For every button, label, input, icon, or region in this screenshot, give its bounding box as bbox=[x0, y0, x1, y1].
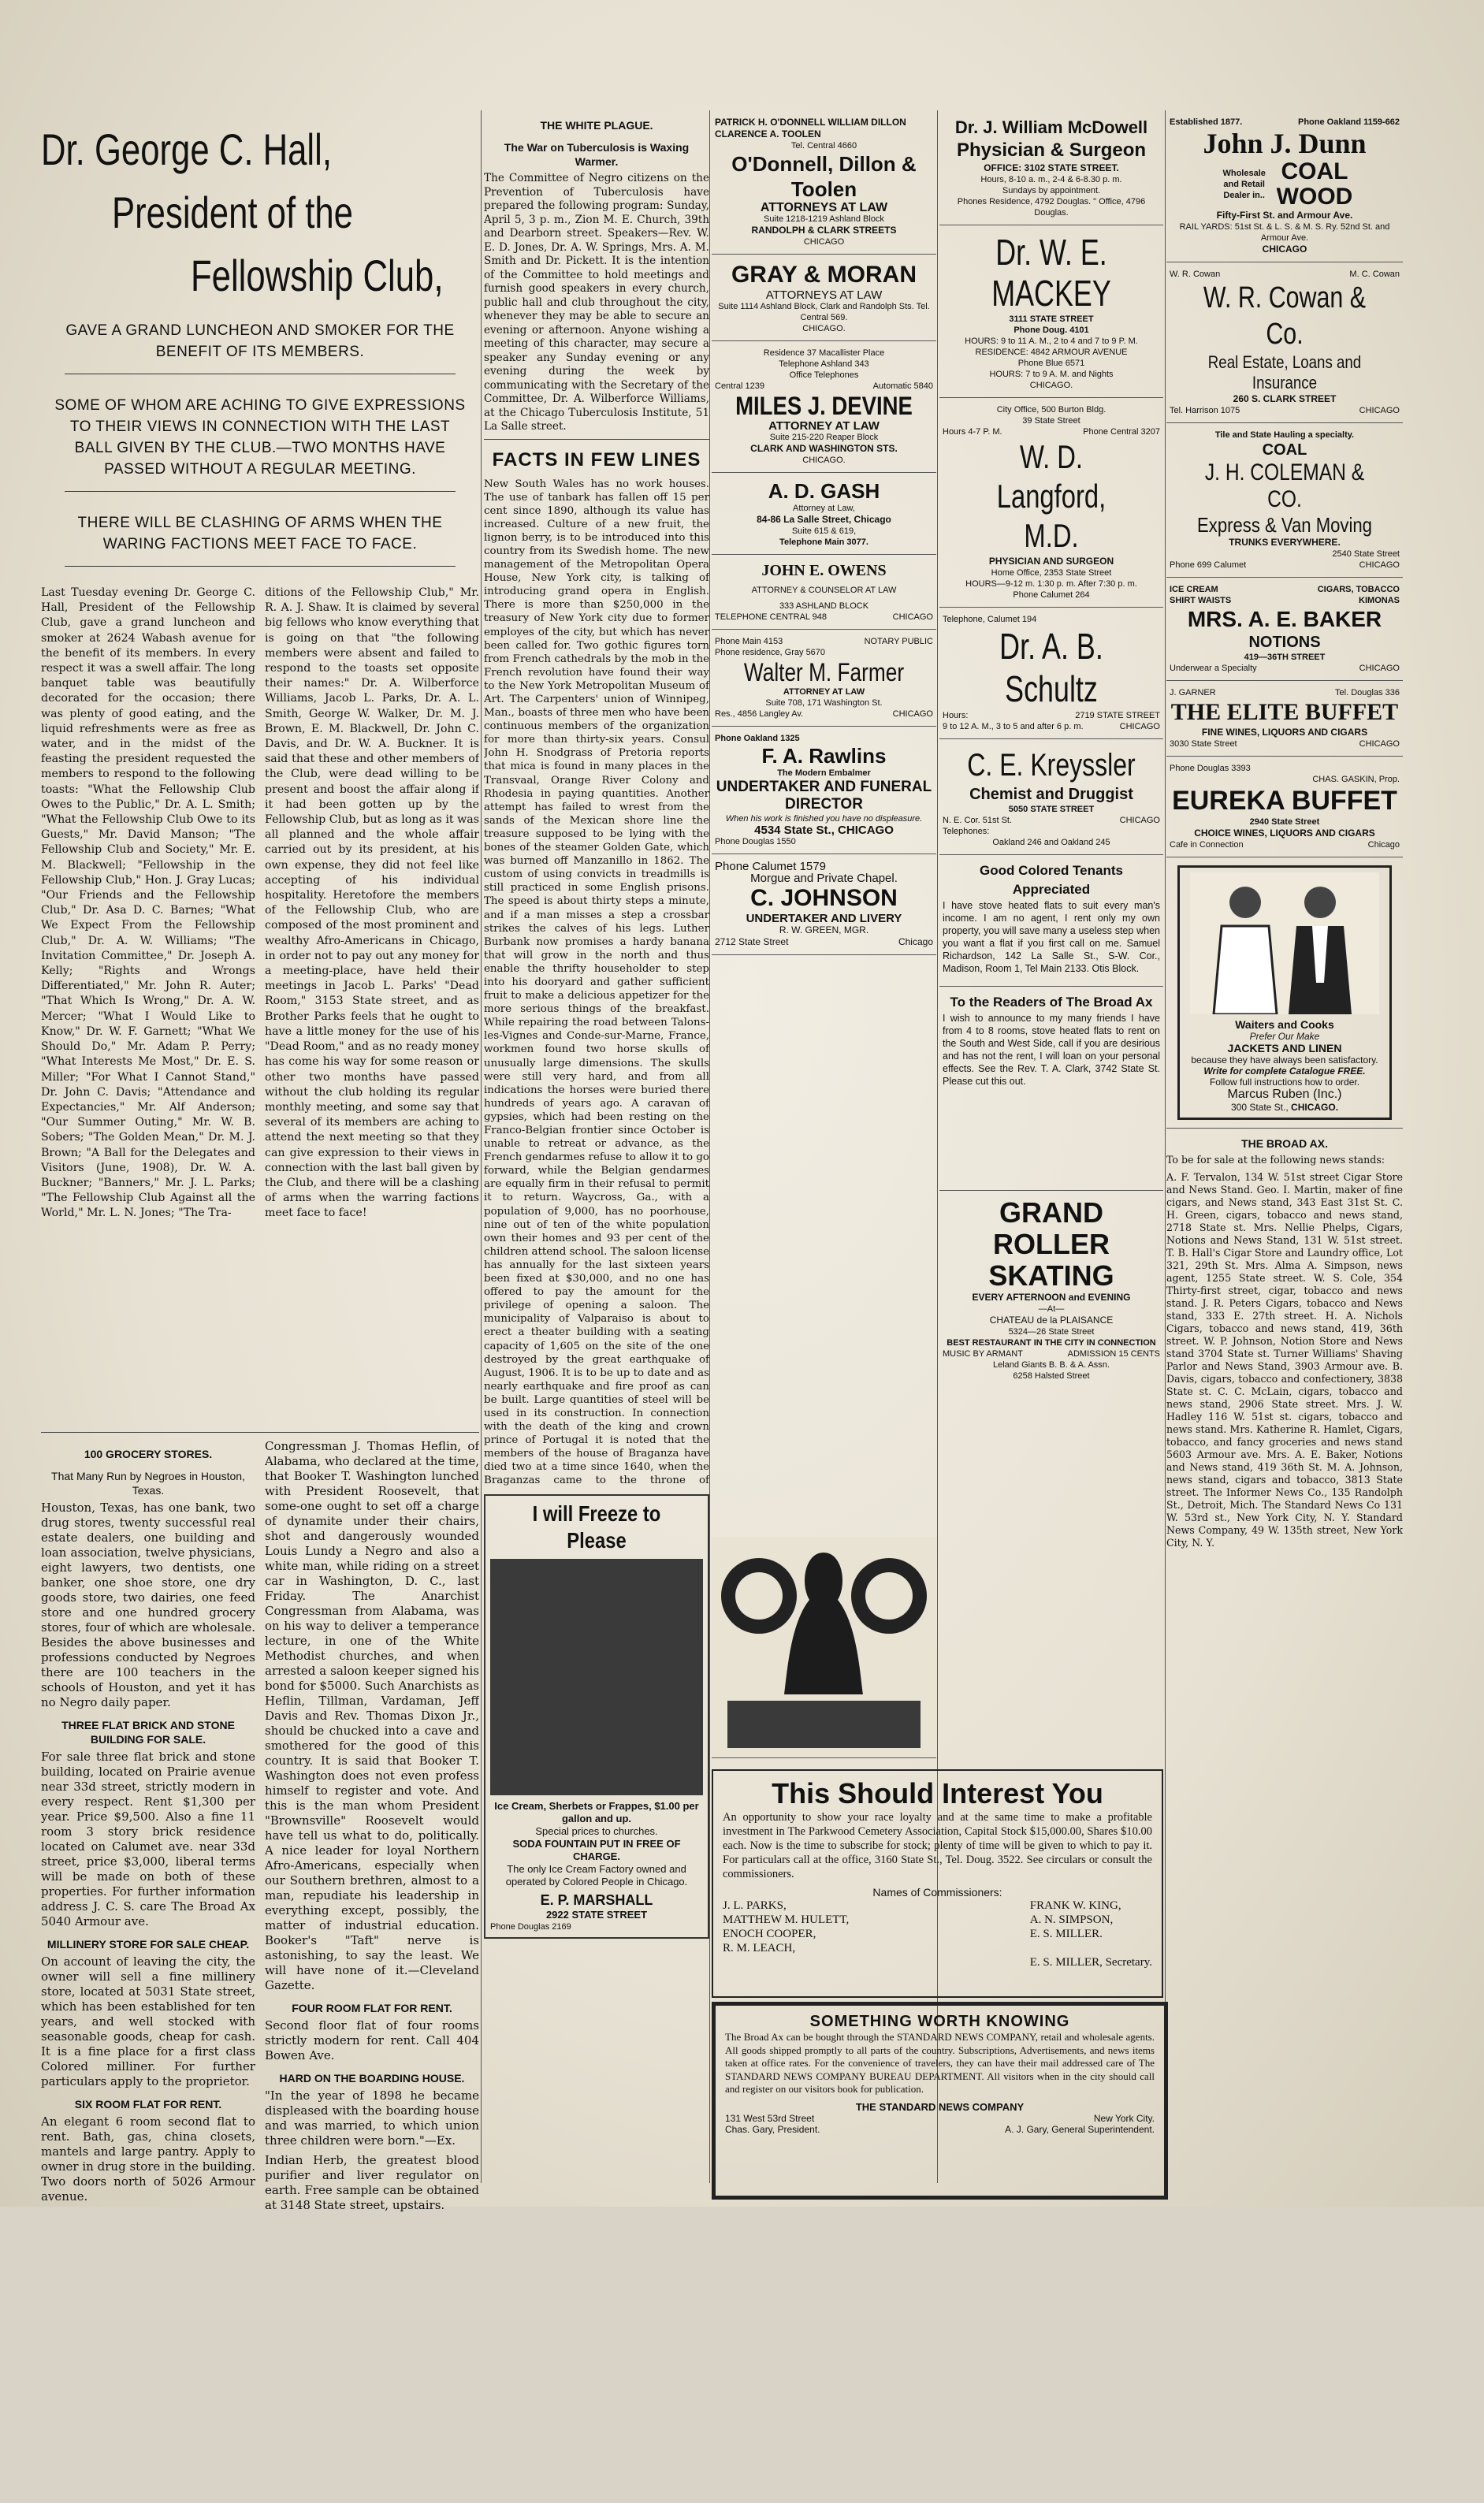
baker-l3: SHIRT WAISTS bbox=[1170, 596, 1232, 605]
schultz-tel: Telephone, Calumet 194 bbox=[943, 615, 1037, 624]
lower-section bbox=[41, 1439, 479, 2503]
johnson-name: C. JOHNSON bbox=[750, 885, 898, 911]
odonnell-firm: O'Donnell, Dillon & Toolen bbox=[731, 152, 917, 201]
mackey-addr: 3111 STATE STREET bbox=[1009, 314, 1094, 324]
eureka-name: EUREKA BUFFET bbox=[1172, 786, 1397, 816]
roller-skating-ad bbox=[939, 1190, 1163, 1530]
eureka-phone: Phone Douglas 3393 bbox=[1170, 764, 1251, 773]
heflin-body: Congressman J. Thomas Heflin, of Alabama, who declared at the time, that Booker T. Washington lunched with President Roosevelt, that some-one ought to set off a charge of dynamite under their chairs, shot and dangerously wounded Louis Lundy a Negro and also a white man, while riding on a street car in Washington, D. C., last Friday. The Anarchist Congressman from Alabama, was on his way to deliver a temperance lecture, in one of the White Methodist churches, and when arrested a saloon keeper signed his bond for $5000. Such Anarchists as Heflin, Tillman, Vardaman, Jeff Davis and Rev. Thomas Dixon Jr., should be chucked into a cave and smothered for the good of this country. It is said that Booker T. Washington does not even profess himself to register and vote. And this is the man whom President "Brownsville" Roosevelt would have tell us what to do, politically. A nice leader for loyal Northern Afro-Americans, especially when our Southern brethren, almost to a man, repudiate his leadership in everything except, possibly, the matter of industrial education. Booker's "Taft" nerve is astonishing, to say the least. We will have none of it.—Cleveland Gazette. bbox=[265, 1439, 479, 1992]
kreyssler-addr: 5050 STATE STREET bbox=[1008, 805, 1095, 814]
cowan-addr: 260 S. CLARK STREET bbox=[1233, 393, 1337, 404]
roller-place: CHATEAU de la PLAISANCE bbox=[989, 1315, 1114, 1326]
baker-name: MRS. A. E. BAKER bbox=[1187, 607, 1382, 631]
johnson-city: Chicago bbox=[898, 936, 933, 947]
millinery-body: On account of leaving the city, the owner will sell a fine millinery store, located at 5031 State street, which has been established for ten years, and well stocked with seasonable goods, cheap for cash. It is a fine place for a first class Colored milliner. For further particulars apply to the proprietor. bbox=[41, 1954, 255, 2088]
grocery-subtitle: That Many Run by Negroes in Houston, Texas. bbox=[51, 1470, 245, 1497]
baker-addr: 419—36TH STREET bbox=[1244, 653, 1326, 662]
dunn-name: John J. Dunn bbox=[1203, 128, 1367, 159]
broadax-list: A. F. Tervalon, 134 W. 51st street Cigar Store and News Stand. Geo. I. Martin, maker of fine cigars, and News stand, 343 East 31st St. C. H. Green, cigars, tobacco and news stand, 2718 State st. Mrs. Nellie Phelps, Cigars, Notions and News Stand, 131 W. 51st street. T. B. Hall's Cigar Store and Laundry office, Lot 321, 29th St. Mrs. Alma A. Simpson, news agent, 1255 State street. W. S. Cole, 354 Thirty-first street, cigar, tobacco and news stand. J. R. Peters Cigars, tobacco and News stand, 333 E. 27th street. H. A. Nichols Cigars, tobacco and news stand, 419, 36th street. W. P. Johnson, Notion Store and News stand 3704 State st. Turner Williams' Shaving Parlor and News Stand, 3903 Armour ave. B. Davis, cigars, tobacco and confectionery, 3838 State st. C. C. McLain, cigars, tobacco and news stand, 2906 State street. Mrs. J. W. Hadley 116 W. 51st st. cigars, tobacco and news stand. Mrs. Katherine R. Hamlet, Cigars, tobacco, and fancy groceries and news stand 5603 Armour ave. Mrs. A. E. Baker, Notions and News stand, 419 36th St. M. A. Johnson, news stand, cigars and tobacco, 3813 State street. The Informer News Co., 135 Randolph St., Detroit, Mich. The Standard News Co 131 W. 53rd st., New York City, N. Y. Standard News Company, 49 W. 135th street, New York City, N. Y. bbox=[1166, 1171, 1403, 1549]
roller-l4: EVERY AFTERNOON and EVENING bbox=[972, 1292, 1131, 1303]
farmer-suite: Suite 708, 171 Washington St. bbox=[765, 698, 883, 708]
johnson-mgr: R. W. GREEN, MGR. bbox=[779, 924, 869, 935]
cowan-re: Real Estate, Loans and Insurance bbox=[1207, 352, 1362, 392]
odonnell-ad bbox=[712, 110, 936, 255]
johnson-phone: Phone Calumet 1579 bbox=[715, 860, 826, 873]
mackey-phone: Phone Doug. 4101 bbox=[1014, 325, 1089, 335]
coleman-tile: Tile and State Hauling a specialty. bbox=[1214, 430, 1355, 440]
odonnell-city: CHICAGO bbox=[803, 237, 845, 247]
rawlins-name: F. A. Rawlins bbox=[761, 744, 887, 768]
four-room-title: FOUR ROOM FLAT FOR RENT. bbox=[292, 2002, 452, 2014]
baker-l2: CIGARS, TOBACCO bbox=[1317, 585, 1400, 594]
gash-att: Attorney at Law, bbox=[793, 504, 855, 513]
interest-ad bbox=[712, 1769, 1163, 1998]
coleman-exp: Express & Van Moving bbox=[1197, 513, 1372, 537]
rawlins-when: When his work is finished you have no displeasure. bbox=[725, 814, 923, 824]
roller-at: —At— bbox=[1038, 1304, 1065, 1314]
interest-names-title: Names of Commissioners: bbox=[872, 1886, 1002, 1899]
freeze-l3: SODA FOUNTAIN PUT IN FREE OF CHARGE. bbox=[512, 1837, 681, 1862]
devine-suite: Suite 215-220 Reaper Block bbox=[769, 433, 879, 442]
schultz-city: CHICAGO bbox=[1119, 722, 1160, 731]
rawlins-und: UNDERTAKER AND FUNERAL DIRECTOR bbox=[716, 779, 932, 813]
johnson-ad bbox=[712, 854, 936, 955]
six-room-body: An elegant 6 room second flat to rent. Bath, gas, china closets, mantels and large pantry. Apply to owner in drug store in the building. Two doors north of 5026 Armour avenue. bbox=[41, 2114, 255, 2204]
knowing-supt: A. J. Gary, General Superintendent. bbox=[1005, 2123, 1155, 2135]
knowing-pres: Chas. Gary, President. bbox=[725, 2123, 820, 2135]
rawlins-phone2: Phone Douglas 1550 bbox=[715, 837, 796, 846]
roller-giants-addr: 6258 Halsted Street bbox=[1013, 1371, 1090, 1381]
kreyssler-tel: Telephones: bbox=[943, 827, 990, 836]
freeze-l4: The only Ice Cream Factory owned and operated by Colored People in Chicago. bbox=[505, 1862, 688, 1887]
gray-att: ATTORNEYS AT LAW bbox=[765, 288, 883, 302]
eureka-addr: 2940 State Street bbox=[1249, 817, 1320, 827]
knowing-addr: 131 West 53rd Street bbox=[725, 2112, 815, 2124]
devine-tel: Telephone Ashland 343 bbox=[779, 359, 869, 369]
langford-hours2: HOURS—9-12 m. 1:30 p. m. After 7:30 p. m. bbox=[965, 579, 1137, 589]
ruben-l5: Write for complete Catalogue FREE. bbox=[1203, 1066, 1366, 1077]
knowing-ny: New York City. bbox=[1093, 2112, 1155, 2124]
roller-addr: 5324—26 State Street bbox=[1008, 1327, 1095, 1337]
knowing-body: The Broad Ax can be bought through the STANDARD NEWS COMPANY, retail and wholesale agents. All goods shipped promptly to all parts of the country. Subscriptions, Advertisements, and news items taken at office rates. For the convenience of travelers, they can have their mail addressed care of The STANDARD NEWS COMPANY BUREAU DEPARTMENT. All visitors when in the city should call and register on our visitors book for publication. bbox=[725, 2031, 1155, 2095]
odonnell-suite: Suite 1218-1219 Ashland Block bbox=[764, 214, 884, 224]
baker-l4: KIMONAS bbox=[1359, 596, 1400, 605]
cowan-ad bbox=[1166, 262, 1403, 423]
ruben-l4: because they have always been satisfactory. bbox=[1191, 1054, 1378, 1066]
freeze-name: E. P. MARSHALL bbox=[540, 1891, 653, 1908]
mackey-hours: HOURS: 9 to 11 A. M., 2 to 4 and 7 to 9 P. M. bbox=[965, 337, 1138, 346]
knowing-ad bbox=[712, 2002, 1168, 2200]
roller-l1: GRAND bbox=[999, 1196, 1103, 1229]
ruben-l2: Prefer Our Make bbox=[1249, 1031, 1320, 1042]
ruben-l6: Follow full instructions how to order. bbox=[1209, 1077, 1360, 1088]
freeze-l1: Ice Cream, Sherbets or Frappes, $1.00 per gallon and up. bbox=[494, 1799, 699, 1824]
gray-firm: GRAY & MORAN bbox=[731, 262, 917, 288]
elite-owner: J. GARNER bbox=[1170, 688, 1216, 697]
roller-l2: ROLLER bbox=[993, 1228, 1110, 1260]
millinery-title: MILLINERY STORE FOR SALE CHEAP. bbox=[46, 1938, 250, 1951]
owens-addr: 333 ASHLAND BLOCK bbox=[779, 601, 869, 611]
dunn-coal: COAL bbox=[1281, 158, 1348, 184]
four-room-body: Second floor flat of four rooms strictly modern for rent. Call 404 Bowen Ave. bbox=[265, 2018, 479, 2062]
gash-ad bbox=[712, 473, 936, 555]
langford-phone: Phone Central 3207 bbox=[1083, 427, 1160, 437]
devine-central: Central 1239 bbox=[715, 381, 764, 391]
lead-body-right: ditions of the Fellowship Club," Mr. R. A. J. Shaw. It is claimed by several big fellows who know everything that is going on that "the following members were absent and failed to respond to the toasts set opposite their names:" Dr. A. Wilberforce Williams, Jacob L. Parks, Dr. A. L. Smith, George W. Walker, Dr. M. J. Brown, E. M. Blackwell, Dr. John C. Davis, and Dr. W. A. Buckner. It is said that these and other members of the Club, were dead willing to be present and boost the affair along if it had been gotten up by the Fellowship Club, but as long as it was all planned and the whole affair carried out by its president, at his own expense, they did not feel like accepting of his individual hospitality. Heretofore the members of the Fellowship Club, who are composed of the most prominent and wealthy Afro-Americans in Chicago, in order not to pay out any money for a meeting-place, have held their meetings in Jacob L. Parks' "Dead Room," 3153 State street, and as Brother Parks feels that he ought to have a little money for the use of his "Dead Room," and as no ready money has come his way for some reason or other two months have passed without the club holding its regular monthly meeting, and some say that several of its members are aching to attend the next meeting so that they can give expression to their views in connection with the last ball given by the Club, and there will be a clashing of arms when the warring factions meet face to face! bbox=[265, 586, 479, 1220]
readers-body: I wish to announce to my many friends I have from 4 to 8 rooms, stove heated flats to rent on the South and West Side, call if you are desirious and has not the rent, I will loan on your personal effects. See the Rev. T. A. Clark, 3742 State St. Please cut this out. bbox=[943, 1013, 1160, 1087]
commissioner: A. N. SIMPSON, bbox=[1029, 1914, 1114, 1926]
ice-cream-ad bbox=[484, 1494, 709, 1939]
gash-name: A. D. GASH bbox=[768, 479, 880, 503]
schultz-h2: 9 to 12 A. M., 3 to 5 and after 6 p. m. bbox=[943, 722, 1084, 731]
plague-subtitle: The War on Tuberculosis is Waxing Warmer. bbox=[504, 141, 690, 168]
roller-adm: ADMISSION 15 CENTS bbox=[1067, 1349, 1160, 1359]
facts-title: FACTS IN FEW LINES bbox=[492, 448, 701, 470]
freeze-title: I will Freeze to Please bbox=[532, 1501, 661, 1553]
dunn-city: CHICAGO bbox=[1262, 244, 1307, 255]
flat-sale-title: THREE FLAT BRICK AND STONE BUILDING FOR SALE. bbox=[61, 1719, 235, 1746]
langford-city-office: City Office, 500 Burton Bldg. bbox=[996, 405, 1106, 415]
dunn-wood: WOOD bbox=[1276, 184, 1353, 210]
six-room-title: SIX ROOM FLAT FOR RENT. bbox=[74, 2098, 222, 2111]
langford-street: 39 State Street bbox=[1022, 416, 1080, 426]
langford-name: W. D. Langford, M.D. bbox=[996, 438, 1106, 554]
farmer-resphone: Phone residence, Gray 5670 bbox=[715, 648, 826, 657]
cowan-firm: W. R. Cowan & Co. bbox=[1203, 281, 1367, 351]
headline-line-2: President of the bbox=[112, 188, 353, 237]
baker-ad bbox=[1166, 578, 1403, 681]
ruben-l3: JACKETS AND LINEN bbox=[1227, 1042, 1342, 1054]
farmer-ad bbox=[712, 630, 936, 727]
dunn-dealer: Wholesale and Retail Dealer in.. bbox=[1222, 169, 1266, 200]
waiters-illustration bbox=[1190, 872, 1379, 1014]
commissioner: MATTHEW M. HULETT, bbox=[723, 1914, 850, 1926]
langford-hours: Hours 4-7 P. M. bbox=[943, 427, 1002, 437]
divider bbox=[1166, 1128, 1403, 1129]
devine-corner: CLARK AND WASHINGTON STS. bbox=[750, 443, 898, 454]
cowan-city: CHICAGO bbox=[1359, 406, 1400, 415]
elite-tel: Tel. Douglas 336 bbox=[1335, 688, 1400, 697]
readers-ad bbox=[939, 987, 1163, 1099]
dunn-yards: RAIL YARDS: 51st St. & L. S. & M. S. Ry. 52nd St. and Armour Ave. bbox=[1179, 222, 1390, 243]
schultz-hours: Hours: bbox=[943, 711, 969, 720]
lead-body-left: Last Tuesday evening Dr. George C. Hall, President of the Fellowship Club, gave a grand luncheon and smoker at 2624 Wabash avenue for the benefit of its members. In every respect it was a swell affair. The long banquet table was beautifully decorated for the occasion; there was plenty of good eating, and the liquid refreshments were as free as water, and in the midst of the feasting the president requested the members to respond to the following toasts: "What the Fellowship Club Owes to the Public," Dr. A. L. Smith; "What the Fellowship Club Owe to its Guests," Mr. David Manson; "The Fellowship Club and Society," Mr. E. M. Blackwell; "Fellowship in the Fellowship Club," Hon. J. Gray Lucas; "Our Friends and the Fellowship Club," Dr. Asa D. C. Barnes; "What We Expect From the Fellowship Club," Dr. A. W. Williams; "The Invitation Committee," Dr. Joseph A. Kelly; "Rights and Wrongs Differentiated," Mr. John R. Auter; "That Which Is Wrong," Dr. A. W. Mercer; "What I Would Like to Know," Dr. W. F. Garnett; "What We Should Do," Mr. Adam P. Perry; "What Interests Me Most," Dr. E. S. Miller; "For What I Cannot Stand," Dr. John C. Davis; "Attendance and Expectancies," Mr. Alf Anderson; "Our Summer Outing," Mr. W. B. Sobers; "The Golden Mean," Dr. M. J. Brown; "A Ball for the Delegates and Visitors (June, 1908), Dr. W. A. Buckner; "Banners," Mr. J. L. Parks; "The Fellowship Club Against all the World," Mr. L. N. Jones; "The Tra- bbox=[41, 586, 255, 1220]
elite-ad bbox=[1166, 681, 1403, 757]
interest-body: An opportunity to show your race loyalty and at the same time to make a profitable investment in The Parkwood Cemetery Association, Capital Stock $15,000.00, Shares $10.00 each. Now is the time to subscribe for stock; plenty of time will be given to which to pay it. For particulars call at the office, 3160 State St., Tel. Doug. 3522. See circulars or consult the commissioners. bbox=[723, 1811, 1152, 1880]
news-column bbox=[484, 110, 709, 2175]
commissioner: FRANK W. KING, bbox=[1029, 1899, 1121, 1912]
mcdowell-office: OFFICE: 3102 STATE STREET. bbox=[984, 162, 1119, 173]
interest-secretary: E. S. MILLER, Secretary. bbox=[1029, 1956, 1152, 1969]
ruben-city: CHICAGO. bbox=[1291, 1102, 1339, 1113]
farmer-phone: Phone Main 4153 bbox=[715, 637, 783, 646]
interest-title: This Should Interest You bbox=[772, 1777, 1103, 1809]
broadax-title: THE BROAD AX. bbox=[1241, 1137, 1328, 1150]
divider bbox=[484, 439, 709, 440]
eureka-cafe: Cafe in Connection bbox=[1170, 840, 1244, 850]
mackey-name: Dr. W. E. MACKEY bbox=[991, 232, 1111, 314]
cowan-n1: W. R. Cowan bbox=[1170, 270, 1221, 279]
facts-body: New South Wales has no work houses. The use of tanbark has fallen off 15 per cent since 1890, although its value has increased. Culture of a new fruit, the lignon berry, is to be introduced into this country from its Swedish home. The new management of the Metropolitan Opera House, New York city, is talking of introducing grand opera in English. There is more than $250,000 in the treasury of New York city due to former employes of the city, but which has never been called for. Two gothic figures torn from French cathedrals by the mob in the French revolution have found their way to the New York Metropolitan Museum of Art. The Carpenters' union of Winnipeg, Man., boasts of three men who have been continuous members of the organization for more than thirty-six years. Consul John H. Snodgrass of Pretoria reports that mica is found in many places in the Transvaal, Orange River Colony and Rhodesia in paying quantities. Another attempt has failed to wrest from the sands of the Mexican shore line the treasure supposed to be lying with the bones of the steamer Golden Gate, which was burned off Manzanillo in 1862. The custom of using convicts in treadmills is still practiced in some English prisons. The speed is about thirty steps a minute, and if a man misses a step a crossbar strikes the calves of his legs. Luther Burbank now promises a hardy banana that will grow in the north and thus enable the thrifty householder to step into his dooryard and gather sufficient fruit to make a delicious appetizer for the more serious things of the breakfast. While repairing the road between Talons-les-Vignes and Conde-sur-Marne, France, workmen found two horse skulls of unusually large dimensions. The skulls were still very hard, and from all indications the horses were buried there hundreds of years ago. A caravan of gypsies, which had been resting on the Franco-Belgian frontier since October is unable to retreat or advance, as the French gendarmes refuse to allow it to go forward, while the Belgian gendarmes are equally firm in their refusal to permit it to return. Waycross, Ga., with a population of 9,000, has no poorhouse, nine out of ten of the white population own their homes and 93 per cent of the children attend school. The saloon license has annually for the last sixteen years been fixed at $30,000, and no one has offered to pay the amount for the privilege of opening a saloon. The municipality of Valparaiso is about to erect a theater building with a seating capacity of 1,605 on the site of the one destroyed by the great earthquake of August, 1906. It is to be up to date and as nearly earthquake and fire proof as can be built. Large quantities of steel will be used in its construction. In connection with the death of the king and crown prince of Portugal it is noted that the members of the house of Braganza have died two at a time since 1640, when the Braganzas came to the throne of bbox=[484, 478, 709, 1486]
column-rule bbox=[1165, 110, 1166, 2183]
freeze-addr: 2922 STATE STREET bbox=[545, 1908, 648, 1921]
ruben-addr: 300 State St., bbox=[1230, 1102, 1289, 1113]
kreyssler-name: C. E. Kreyssler bbox=[967, 748, 1136, 783]
farmer-city: CHICAGO bbox=[892, 709, 933, 719]
owens-name: JOHN E. OWENS bbox=[761, 562, 887, 579]
tenants-ad bbox=[939, 855, 1163, 987]
roller-music: MUSIC BY ARMANT bbox=[943, 1349, 1023, 1359]
kreyssler-title: Chemist and Druggist bbox=[969, 786, 1133, 803]
eureka-prop: CHAS. GASKIN, Prop. bbox=[1312, 775, 1400, 784]
schultz-addr: 2719 STATE STREET bbox=[1075, 711, 1160, 720]
owens-att: ATTORNEY & COUNSELOR AT LAW bbox=[751, 586, 897, 595]
elite-name: THE ELITE BUFFET bbox=[1170, 699, 1399, 725]
roller-giants: Leland Giants B. B. & A. Assn. bbox=[993, 1360, 1110, 1370]
knowing-title: SOMETHING WORTH KNOWING bbox=[809, 2013, 1070, 2030]
devine-office: Office Telephones bbox=[789, 370, 859, 380]
gray-addr: Suite 1114 Ashland Block, Clark and Randolph Sts. Tel. Central 569. bbox=[718, 302, 930, 322]
langford-title: PHYSICIAN AND SURGEON bbox=[988, 556, 1114, 567]
kreyssler-ad bbox=[939, 739, 1163, 855]
langford-phone2: Phone Calumet 264 bbox=[1013, 590, 1090, 600]
baker-city: CHICAGO bbox=[1359, 664, 1400, 673]
coleman-name: J. H. COLEMAN & CO. bbox=[1204, 459, 1365, 512]
gray-city: CHICAGO. bbox=[802, 324, 846, 333]
mackey-res: RESIDENCE: 4842 ARMOUR AVENUE bbox=[975, 348, 1128, 357]
coleman-addr: 2540 State Street bbox=[1332, 549, 1400, 559]
rawlins-phone: Phone Oakland 1325 bbox=[715, 734, 800, 743]
ruben-l1: Waiters and Cooks bbox=[1235, 1018, 1334, 1031]
freeze-phone: Phone Douglas 2169 bbox=[490, 1921, 571, 1932]
owens-city: CHICAGO bbox=[892, 612, 933, 622]
devine-ad bbox=[712, 341, 936, 473]
grocery-title: 100 GROCERY STORES. bbox=[84, 1448, 213, 1460]
owens-ad bbox=[712, 555, 936, 630]
ice-cream-photo bbox=[490, 1559, 703, 1795]
devine-name: MILES J. DEVINE bbox=[735, 392, 913, 420]
mackey-hours2: HOURS: 7 to 9 A. M. and Nights bbox=[989, 370, 1114, 379]
owens-tel: TELEPHONE CENTRAL 948 bbox=[715, 612, 828, 622]
pattern-ad-image bbox=[712, 1537, 936, 1758]
lead-column bbox=[41, 110, 479, 2503]
cowan-tel: Tel. Harrison 1075 bbox=[1170, 406, 1240, 415]
eureka-city: Chicago bbox=[1367, 840, 1400, 850]
mcdowell-sun: Sundays by appointment. bbox=[1002, 186, 1101, 195]
langford-home: Home Office, 2353 State Street bbox=[991, 568, 1112, 578]
plague-body: The Committee of Negro citizens on the Prevention of Tuberculosis have prepared the following program: Sunday, April 5, 3 p. m., Zion M. E. Church, 39th and Dearborn street. Speakers—Rev. W. E. D. Jones, Dr. A. W. Springs, Mrs. A. M. Smith and Dr. Pickett. It is the intention of the Committee to hold meetings and furnish good speakers in every church, public hall and club throughout the city, whenever they may be able to secure an evening or afternoon. Anyone wishing a meeting of this character, may secure a speaker any Sunday evening or any evening during the week by communicating with the Secretary of the Committee, Dr. A. Wilberforce Williams, at the Chicago Tuberculosis Institute, 51 La Salle street. bbox=[484, 172, 709, 433]
ruben-ad bbox=[1177, 865, 1392, 1120]
commissioner: R. M. LEACH, bbox=[723, 1942, 796, 1954]
roller-rest: BEST RESTAURANT IN THE CITY IN CONNECTION bbox=[947, 1338, 1156, 1348]
herb-body: Indian Herb, the greatest blood purifier and liver regulator on earth. Free sample can be obtained at 3148 State street, upstairs. bbox=[265, 2153, 479, 2212]
subhead-3: THERE WILL BE CLASHING OF ARMS WHEN THE WARING FACTIONS MEET FACE TO FACE. bbox=[77, 515, 443, 552]
gash-tel: Telephone Main 3077. bbox=[779, 537, 868, 547]
rawlins-addr: 4534 State St., CHICAGO bbox=[754, 824, 894, 837]
plague-title: THE WHITE PLAGUE. bbox=[540, 119, 653, 132]
pattern-ad-illustration bbox=[712, 1537, 936, 1757]
dunn-addr: Fifty-First St. and Armour Ave. bbox=[1216, 210, 1353, 221]
coleman-trunks: TRUNKS EVERYWHERE. bbox=[1229, 537, 1341, 548]
elite-city: CHICAGO bbox=[1359, 739, 1400, 749]
schultz-ad bbox=[939, 608, 1163, 739]
headline-line-1: Dr. George C. Hall, bbox=[41, 125, 332, 174]
gray-moran-ad bbox=[712, 255, 936, 341]
rawlins-emb: The Modern Embalmer bbox=[777, 768, 871, 778]
coleman-coal: COAL bbox=[1262, 441, 1307, 459]
commissioner: ENOCH COOPER, bbox=[723, 1928, 816, 1940]
baker-notions: NOTIONS bbox=[1248, 634, 1321, 651]
johnson-chapel: Morgue and Private Chapel. bbox=[750, 872, 898, 885]
mackey-ad bbox=[939, 225, 1163, 398]
divider bbox=[41, 1432, 479, 1433]
devine-res: Residence 37 Macallister Place bbox=[763, 348, 885, 358]
mackey-city: CHICAGO. bbox=[1029, 381, 1073, 390]
rawlins-ad bbox=[712, 727, 936, 854]
knowing-company: THE STANDARD NEWS COMPANY bbox=[855, 2100, 1025, 2113]
commissioner: J. L. PARKS, bbox=[723, 1899, 787, 1912]
baker-l1: ICE CREAM bbox=[1170, 585, 1218, 594]
eureka-wines: CHOICE WINES, LIQUORS AND CIGARS bbox=[1194, 828, 1375, 839]
broadax-intro: To be for sale at the following news stands: bbox=[1166, 1154, 1385, 1166]
devine-auto: Automatic 5840 bbox=[872, 381, 933, 391]
johnson-und: UNDERTAKER AND LIVERY bbox=[746, 912, 902, 925]
odonnell-corner: RANDOLPH & CLARK STREETS bbox=[751, 225, 897, 236]
elite-wines: FINE WINES, LIQUORS AND CIGARS bbox=[1201, 727, 1368, 738]
farmer-name: Walter M. Farmer bbox=[743, 658, 905, 686]
business-ads-column bbox=[1166, 110, 1403, 2191]
coleman-phone: Phone 699 Calumet bbox=[1170, 560, 1247, 570]
odonnell-names: PATRICK H. O'DONNELL WILLIAM DILLON CLARENCE A. TOOLEN bbox=[715, 117, 906, 139]
column-rule bbox=[481, 110, 482, 2183]
cowan-n2: M. C. Cowan bbox=[1349, 270, 1400, 279]
headline-line-3: Fellowship Club, bbox=[191, 251, 444, 300]
gash-addr: 84-86 La Salle Street, Chicago bbox=[757, 514, 891, 525]
roller-l3: SKATING bbox=[988, 1259, 1114, 1292]
kreyssler-corner: N. E. Cor. 51st St. bbox=[943, 816, 1013, 825]
boarding-title: HARD ON THE BOARDING HOUSE. bbox=[279, 2072, 465, 2085]
mcdowell-name: Dr. J. William McDowell bbox=[954, 117, 1148, 137]
schultz-name: Dr. A. B. Schultz bbox=[999, 626, 1103, 709]
gash-suite: Suite 615 & 619, bbox=[791, 526, 857, 536]
ruben-name: Marcus Ruben (Inc.) bbox=[1227, 1088, 1342, 1101]
tenants-body: I have stove heated flats to suit every man's income. I am no agent, I rent only my own property, you will save many a useless step when you want a flat if you first call on me. Samuel Richardson, 142 La Salle St., S-W. Cor., Madison, Room 1, Tel Main 2133. Otis Block. bbox=[943, 900, 1160, 974]
tenants-title: Good Colored Tenants Appreciated bbox=[980, 863, 1123, 897]
coleman-city: CHICAGO bbox=[1359, 560, 1400, 570]
freeze-l2: Special prices to churches. bbox=[535, 1824, 658, 1837]
divider bbox=[65, 566, 456, 567]
baker-under: Underwear a Specialty bbox=[1170, 664, 1257, 673]
odonnell-tel: Tel. Central 4660 bbox=[790, 141, 857, 151]
farmer-res: Res., 4856 Langley Av. bbox=[715, 709, 804, 719]
johnson-addr: 2712 State Street bbox=[715, 936, 789, 947]
mackey-blue: Phone Blue 6571 bbox=[1017, 359, 1085, 368]
divider bbox=[65, 491, 456, 492]
professional-ads-column bbox=[712, 110, 936, 1529]
dunn-ad bbox=[1166, 110, 1403, 262]
langford-ad bbox=[939, 398, 1163, 608]
doctors-column bbox=[939, 110, 1163, 1159]
mcdowell-ad bbox=[939, 110, 1163, 225]
devine-att: ATTORNEY AT LAW bbox=[768, 419, 880, 433]
flat-sale-body: For sale three flat brick and stone building, located on Prairie avenue near 33d street, strictly modern in every respect. Rent $1,300 per year. Price $9,500. Also a fine 11 room 3 story brick residence located on Calumet ave. near 33d street, price $3,000, liberal terms will be made on both of these properties. For further information address J. C. S. care The Broad Ax 5040 Armour ave. bbox=[41, 1750, 255, 1928]
coleman-ad bbox=[1166, 423, 1403, 578]
commissioner: E. S. MILLER. bbox=[1029, 1928, 1103, 1940]
devine-city: CHICAGO. bbox=[802, 456, 846, 465]
lead-body bbox=[41, 586, 479, 1429]
kreyssler-city: CHICAGO bbox=[1119, 816, 1160, 825]
farmer-att: ATTORNEY AT LAW bbox=[783, 687, 865, 697]
subhead-1: GAVE A GRAND LUNCHEON AND SMOKER FOR THE BENEFIT OF ITS MEMBERS. bbox=[65, 322, 455, 360]
elite-addr: 3030 State Street bbox=[1170, 739, 1237, 749]
subhead-2: SOME OF WHOM ARE ACHING TO GIVE EXPRESSIONS TO THEIR VIEWS IN CONNECTION WITH THE LAST BALL GIVEN BY THE CLUB.—TWO MONTHS HAVE PASSED WITHOUT A REGULAR MEETING. bbox=[54, 397, 466, 478]
mcdowell-title: Physician & Surgeon bbox=[956, 139, 1147, 161]
mcdowell-phones: Phones Residence, 4792 Douglas. " Office, 4796 Douglas. bbox=[957, 197, 1146, 218]
farmer-notary: NOTARY PUBLIC bbox=[864, 637, 933, 646]
grocery-body: Houston, Texas, has one bank, two drug stores, twenty successful real estate dealers, one building and loan association, twelve physicians, eight lawyers, two dentists, one banker, one shoe store, one dry goods store, two dairies, one feed store and one hundred grocery stores, four of which are wholesale. Besides the above businesses and professions conducted by Negroes there are 100 teachers in the schools of Houston, and yet it has no Negro daily paper. bbox=[41, 1501, 255, 1709]
eureka-ad bbox=[1166, 757, 1403, 857]
dunn-est: Established 1877. bbox=[1170, 117, 1243, 127]
boarding-body: "In the year of 1898 he became displeased with the boarding house and was married, to which union three children were born."—Ex. bbox=[265, 2088, 479, 2148]
readers-title: To the Readers of The Broad Ax bbox=[950, 995, 1153, 1010]
column-rule bbox=[709, 110, 710, 2183]
mcdowell-hours: Hours, 8-10 a. m., 2-4 & 6-8.30 p. m. bbox=[980, 175, 1122, 184]
odonnell-att: ATTORNEYS AT LAW bbox=[760, 201, 888, 214]
dunn-phone: Phone Oakland 1159-662 bbox=[1297, 117, 1400, 127]
kreyssler-tel2: Oakland 246 and Oakland 245 bbox=[992, 838, 1110, 847]
